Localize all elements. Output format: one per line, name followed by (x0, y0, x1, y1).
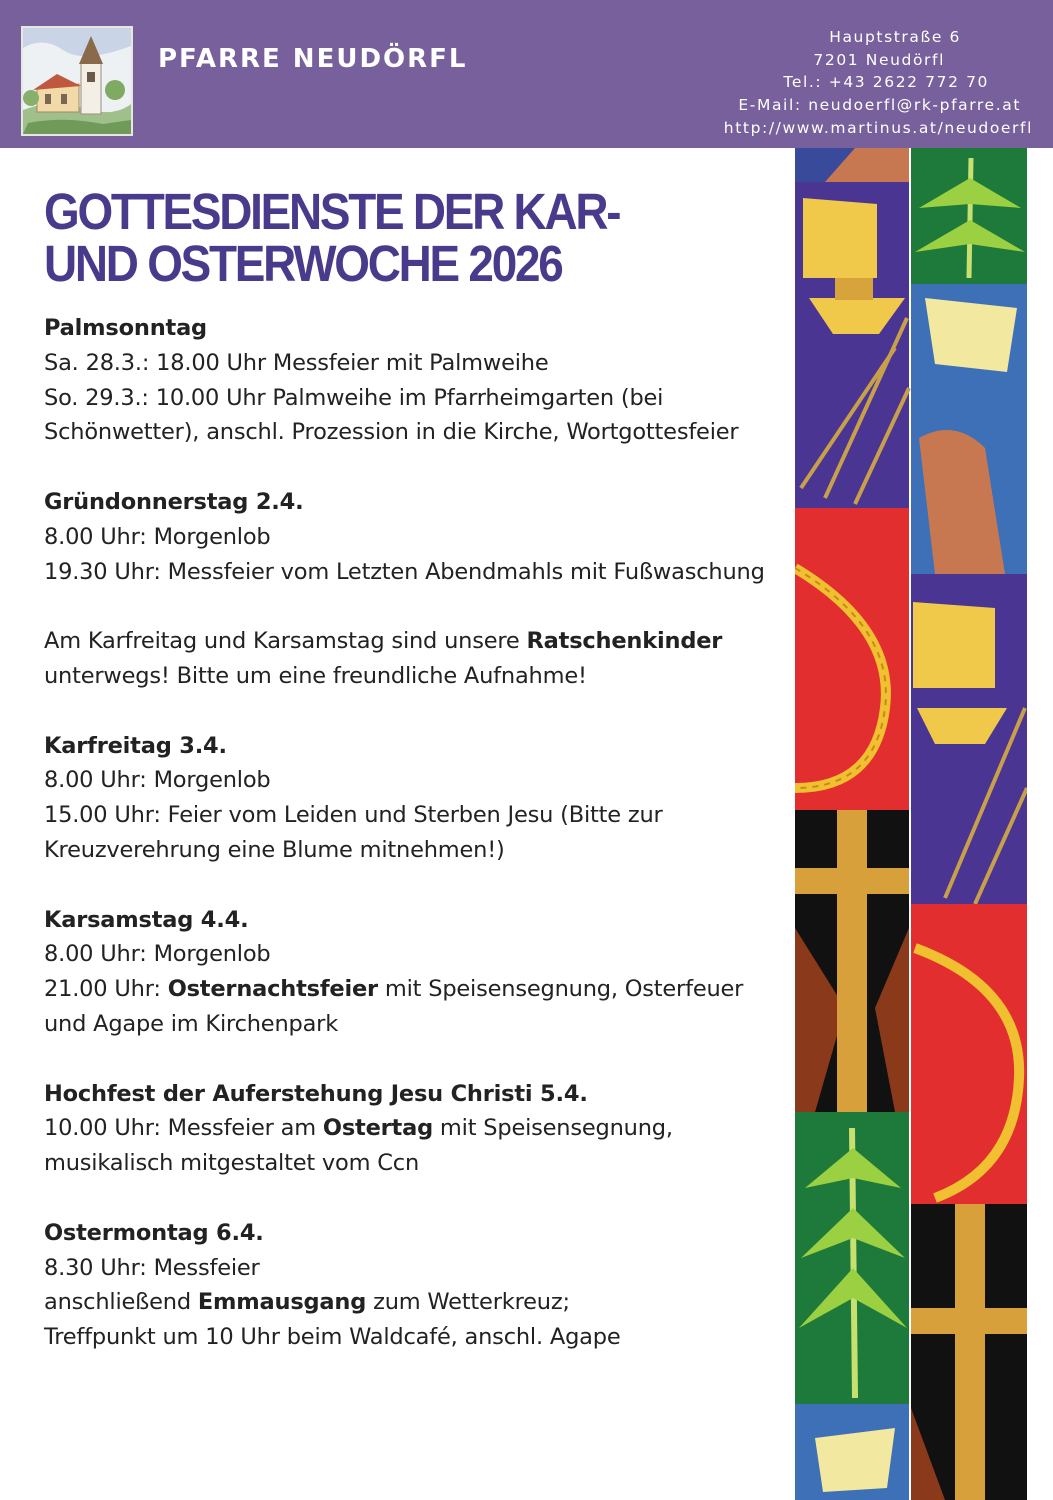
section-heading: Karsamstag 4.4. (44, 906, 249, 933)
line-text: mit Speisensegnung, Osterfeuer und Agape im Kirchenpark (44, 976, 744, 1037)
contact-city: 7201 Neudörfl (813, 50, 945, 69)
easter-symbols-strip (795, 148, 1027, 1500)
schedule (44, 311, 784, 1390)
line-text: anschließend (44, 1289, 198, 1316)
organization-name: PFARRE NEUDÖRFL (158, 44, 468, 74)
page-title: GOTTESDIENSTE DER KAR- UND OSTERWOCHE 2026 (44, 183, 620, 292)
service-line: 19.30 Uhr: Messfeier vom Letzten Abendmahls mit Fußwaschung (44, 558, 765, 585)
line-text: zum Wetterkreuz; (366, 1289, 570, 1316)
church-painting-logo (21, 26, 133, 136)
line-bold: Emmausgang (197, 1289, 367, 1316)
line-text: mit Speisensegnung, musikalisch mitgestaltet vom Ccn (44, 1115, 673, 1177)
line-bold: Ostertag (322, 1115, 433, 1142)
section-karfreitag (44, 729, 784, 868)
section-heading: Hochfest der Auferstehung Jesu Christi 5.4. (44, 1080, 588, 1107)
section-heading: Karfreitag 3.4. (44, 732, 227, 759)
service-line (44, 972, 784, 1042)
contact-block (613, 26, 1033, 140)
contact-email: E-Mail: neudoerfl@rk-pfarre.at (738, 96, 1021, 115)
section-heading: Ostermontag 6.4. (44, 1219, 264, 1246)
contact-address: Hauptstraße 6 (829, 28, 961, 46)
section-palmsonntag (44, 311, 784, 450)
section-gruendonnerstag (44, 485, 784, 589)
note-text: Am Karfreitag und Karsamstag sind unsere (44, 628, 527, 655)
service-line: Sa. 28.3.: 18.00 Uhr Messfeier mit Palmweihe (44, 349, 549, 376)
note-bold: Ratschenkinder (526, 628, 723, 655)
line-bold: Osternachtsfeier (167, 976, 378, 1003)
service-line: 8.00 Uhr: Morgenlob (44, 523, 271, 550)
page-header (0, 0, 1053, 148)
service-line: 8.00 Uhr: Morgenlob (44, 767, 271, 794)
service-line: So. 29.3.: 10.00 Uhr Palmweihe im Pfarrheimgarten (bei Schönwetter), anschl. Prozession in die Kirche, Wortgottesfeier (44, 384, 739, 446)
contact-phone: Tel.: +43 2622 772 70 (783, 73, 989, 92)
section-ostersonntag (44, 1077, 784, 1181)
section-heading: Gründonnerstag 2.4. (44, 488, 304, 515)
ratschenkinder-note (44, 624, 784, 694)
section-heading: Palmsonntag (44, 315, 207, 341)
service-line: 15.00 Uhr: Feier vom Leiden und Sterben Jesu (Bitte zur Kreuzverehrung eine Blume mitnehmen!) (44, 802, 663, 863)
section-karsamstag (44, 903, 784, 1042)
service-line: Treffpunkt um 10 Uhr beim Waldcafé, anschl. Agape (44, 1324, 621, 1351)
service-line: 8.30 Uhr: Messfeier (44, 1254, 260, 1281)
line-text: 10.00 Uhr: Messfeier am (44, 1115, 323, 1142)
note-text: unterwegs! Bitte um eine freundliche Aufnahme! (44, 662, 587, 689)
service-line (44, 1111, 784, 1181)
line-text: 21.00 Uhr: (44, 976, 168, 1003)
contact-website: http://www.martinus.at/neudoerfl (723, 118, 1033, 137)
section-ostermontag (44, 1216, 784, 1355)
service-line: 8.00 Uhr: Morgenlob (44, 941, 271, 968)
service-line (44, 1285, 784, 1320)
